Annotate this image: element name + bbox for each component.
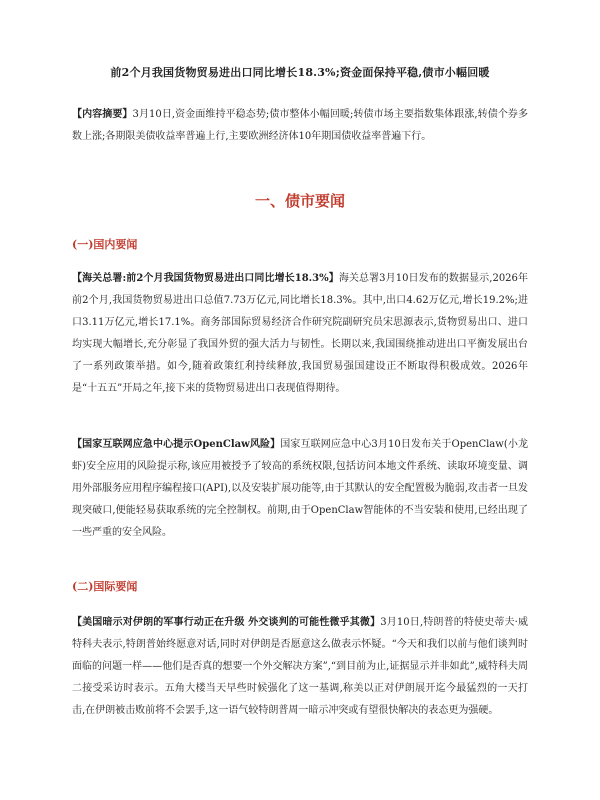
news-item-cert-text: 国家互联网应急中心3月10日发布关于OpenClaw(小龙虾)安全应用的风险提示称,该应用被授予了较高的系统权限,包括访问本地文件系统、读取环境变量、调用外部服务应用程序编程接口(API),以及安装扩展功能等,由于其默认的安全配置极为脆弱,攻击者一旦发现突破口,便能轻易获取系统的完全控制权。前期,由于OpenClaw智能体的不当安装和使用,已经出现了一些严重的安全风险。 <box>72 439 528 538</box>
summary-paragraph <box>72 104 528 148</box>
summary-label: 【内容摘要】 <box>72 109 133 120</box>
subsection-title-international: (二)国际要闻 <box>72 580 138 593</box>
news-item-iran <box>72 612 528 722</box>
news-item-iran-label: 【美国暗示对伊朗的军事行动正在升级 外交谈判的可能性微乎其微】 <box>72 617 381 628</box>
document-title: 前2个月我国货物贸易进出口同比增长18.3%;资金面保持平稳,债市小幅回暖 <box>110 66 490 79</box>
subsection-title-domestic: (一)国内要闻 <box>72 238 138 251</box>
section-title-bond-news: 一、债市要闻 <box>254 192 345 210</box>
news-item-customs-text: 海关总署3月10日发布的数据显示,2026年前2个月,我国货物贸易进出口总值7.73万亿元,同比增长18.3%。其中,出口4.62万亿元,增长19.2%;进口3.11万亿元,增长17.1%。商务部国际贸易经济合作研究院副研究员宋思源表示,货物贸易出口、进口均实现大幅增长,充分彰显了我国外贸的强大活力与韧性。长期以来,我国围绕推动进出口平衡发展出台了一系列政策举措。如今,随着政策红利持续释放,我国贸易强国建设正不断取得积极成效。2026年是“十五五”开局之年,接下来的货物贸易进出口表现值得期待。 <box>72 273 528 394</box>
news-item-iran-text: 3月10日,特朗普的特使史蒂夫·威特科夫表示,特朗普始终愿意对话,同时对伊朗是否愿意这么做表示怀疑。“今天和我们以前与他们谈判时面临的问题一样——他们是否真的想要一个外交解决方案”,“到目前为止,证据显示并非如此”,威特科夫周二接受采访时表示。五角大楼当天早些时候强化了这一基调,称美以正对伊朗展开迄今最猛烈的一天打击,在伊朗被击败前将不会罢手,这一语气较特朗普周一暗示冲突或有望很快解决的表态更为强硬。 <box>72 617 528 716</box>
news-item-customs-label: 【海关总署:前2个月我国货物贸易进出口同比增长18.3%】 <box>72 273 339 284</box>
news-item-cert <box>72 434 528 544</box>
news-item-cert-label: 【国家互联网应急中心提示OpenClaw风险】 <box>72 439 281 450</box>
summary-text: 3月10日,资金面维持平稳态势;债市整体小幅回暖;转债市场主要指数集体跟涨,转债个券多数上涨;各期限美债收益率普遍上行,主要欧洲经济体10年期国债收益率普遍下行。 <box>72 109 529 142</box>
news-item-customs <box>72 268 528 400</box>
